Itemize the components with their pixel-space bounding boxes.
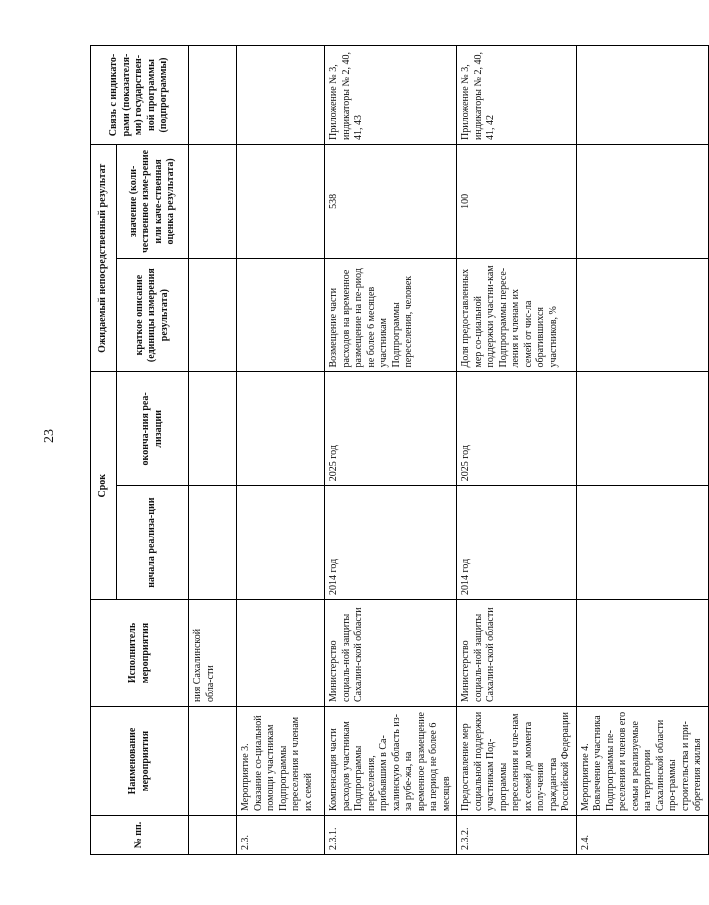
cell-executor: Министерство социаль-ной защиты Сахалин-ской области [325, 600, 457, 707]
cell-name [189, 707, 237, 816]
cell-executor: Министерство социаль-ной защиты Сахалин-ской области [457, 600, 577, 707]
cell-desc: Возмещение части расходов на временное размещение на пе-риод не более 6 месяцев участникам Подпрограммы переселения, человек [325, 258, 457, 372]
cell-link: Приложение № 3, индикаторы № 2, 40, 41, 42 [457, 46, 577, 145]
header-result-value: значение (коли-чественное изме-рение или каче-ственная оценка результата) [117, 145, 189, 259]
rotated-table-container [90, 45, 703, 855]
table-row [576, 46, 708, 855]
cell-desc [576, 258, 708, 372]
cell-executor [576, 600, 708, 707]
cell-desc: Доля предоставленных мер со-циальной поддержки участни-кам Подпрограммы пересе-ления и членам их семей от чис-ла обратившихся участников, % [457, 258, 577, 372]
table-row [237, 46, 325, 855]
cell-desc [189, 258, 237, 372]
cell-end: 2025 год [325, 372, 457, 486]
cell-link [237, 46, 325, 145]
cell-link [189, 46, 237, 145]
cell-start [576, 486, 708, 600]
cell-name: Компенсация части расходов участникам Подпрограммы переселения, прибывшим в Са-халинскую область из-за рубе-жа, на временное размещение на период не более 6 месяцев [325, 707, 457, 816]
cell-value: 100 [457, 145, 577, 259]
cell-executor [237, 600, 325, 707]
header-result-desc: краткое описание (единицы измерения результата) [117, 258, 189, 372]
cell-name: Мероприятие 3. Оказание со-циальной помощи участникам Подпрограммы переселения и членам их семей [237, 707, 325, 816]
cell-num: 2.3. [237, 816, 325, 855]
cell-executor: ния Сахалинской обла-сти [189, 600, 237, 707]
cell-end: 2025 год [457, 372, 577, 486]
cell-link [576, 46, 708, 145]
header-row [91, 46, 117, 855]
header-result: Ожидаемый непосредственный результат [91, 145, 117, 373]
header-executor: Исполнитель мероприятия [91, 600, 189, 707]
table-row [325, 46, 457, 855]
cell-value [237, 145, 325, 259]
cell-end [189, 372, 237, 486]
cell-num [189, 816, 237, 855]
cell-name: Предоставление мер социальной поддержки участникам Под-программы переселения и чле-нам их семей до момента полу-чения гражданства Российской Федерации [457, 707, 577, 816]
table-row [457, 46, 577, 855]
cell-end [576, 372, 708, 486]
cell-num: 2.3.1. [325, 816, 457, 855]
cell-start [237, 486, 325, 600]
cell-end [237, 372, 325, 486]
cell-start [189, 486, 237, 600]
page-number: 23 [42, 429, 57, 443]
header-num: № пп. [91, 816, 189, 855]
cell-value: 538 [325, 145, 457, 259]
cell-value [189, 145, 237, 259]
cell-start: 2014 год [325, 486, 457, 600]
header-term-start: начала реализа-ции [117, 486, 189, 600]
cell-num: 2.3.2. [457, 816, 577, 855]
cell-num: 2.4. [576, 816, 708, 855]
header-link: Связь с индикато-рами (показателя-ми) государствен-ной программы (подпрограммы) [91, 46, 189, 145]
header-name: Наименование мероприятия [91, 707, 189, 816]
header-term: Срок [91, 372, 117, 600]
activities-table [90, 45, 709, 855]
table-row [189, 46, 237, 855]
header-term-end: оконча-ния реа-лизации [117, 372, 189, 486]
cell-name: Мероприятие 4. Вовлечение участника Подпрограммы пе-реселения и членов его семьи в реализуемые на территории Сахалинской области про-граммы строительства и при-обретения жилья [576, 707, 708, 816]
cell-link: Приложение № 3, индикаторы № 2, 40, 41, 43 [325, 46, 457, 145]
cell-value [576, 145, 708, 259]
cell-start: 2014 год [457, 486, 577, 600]
cell-desc [237, 258, 325, 372]
